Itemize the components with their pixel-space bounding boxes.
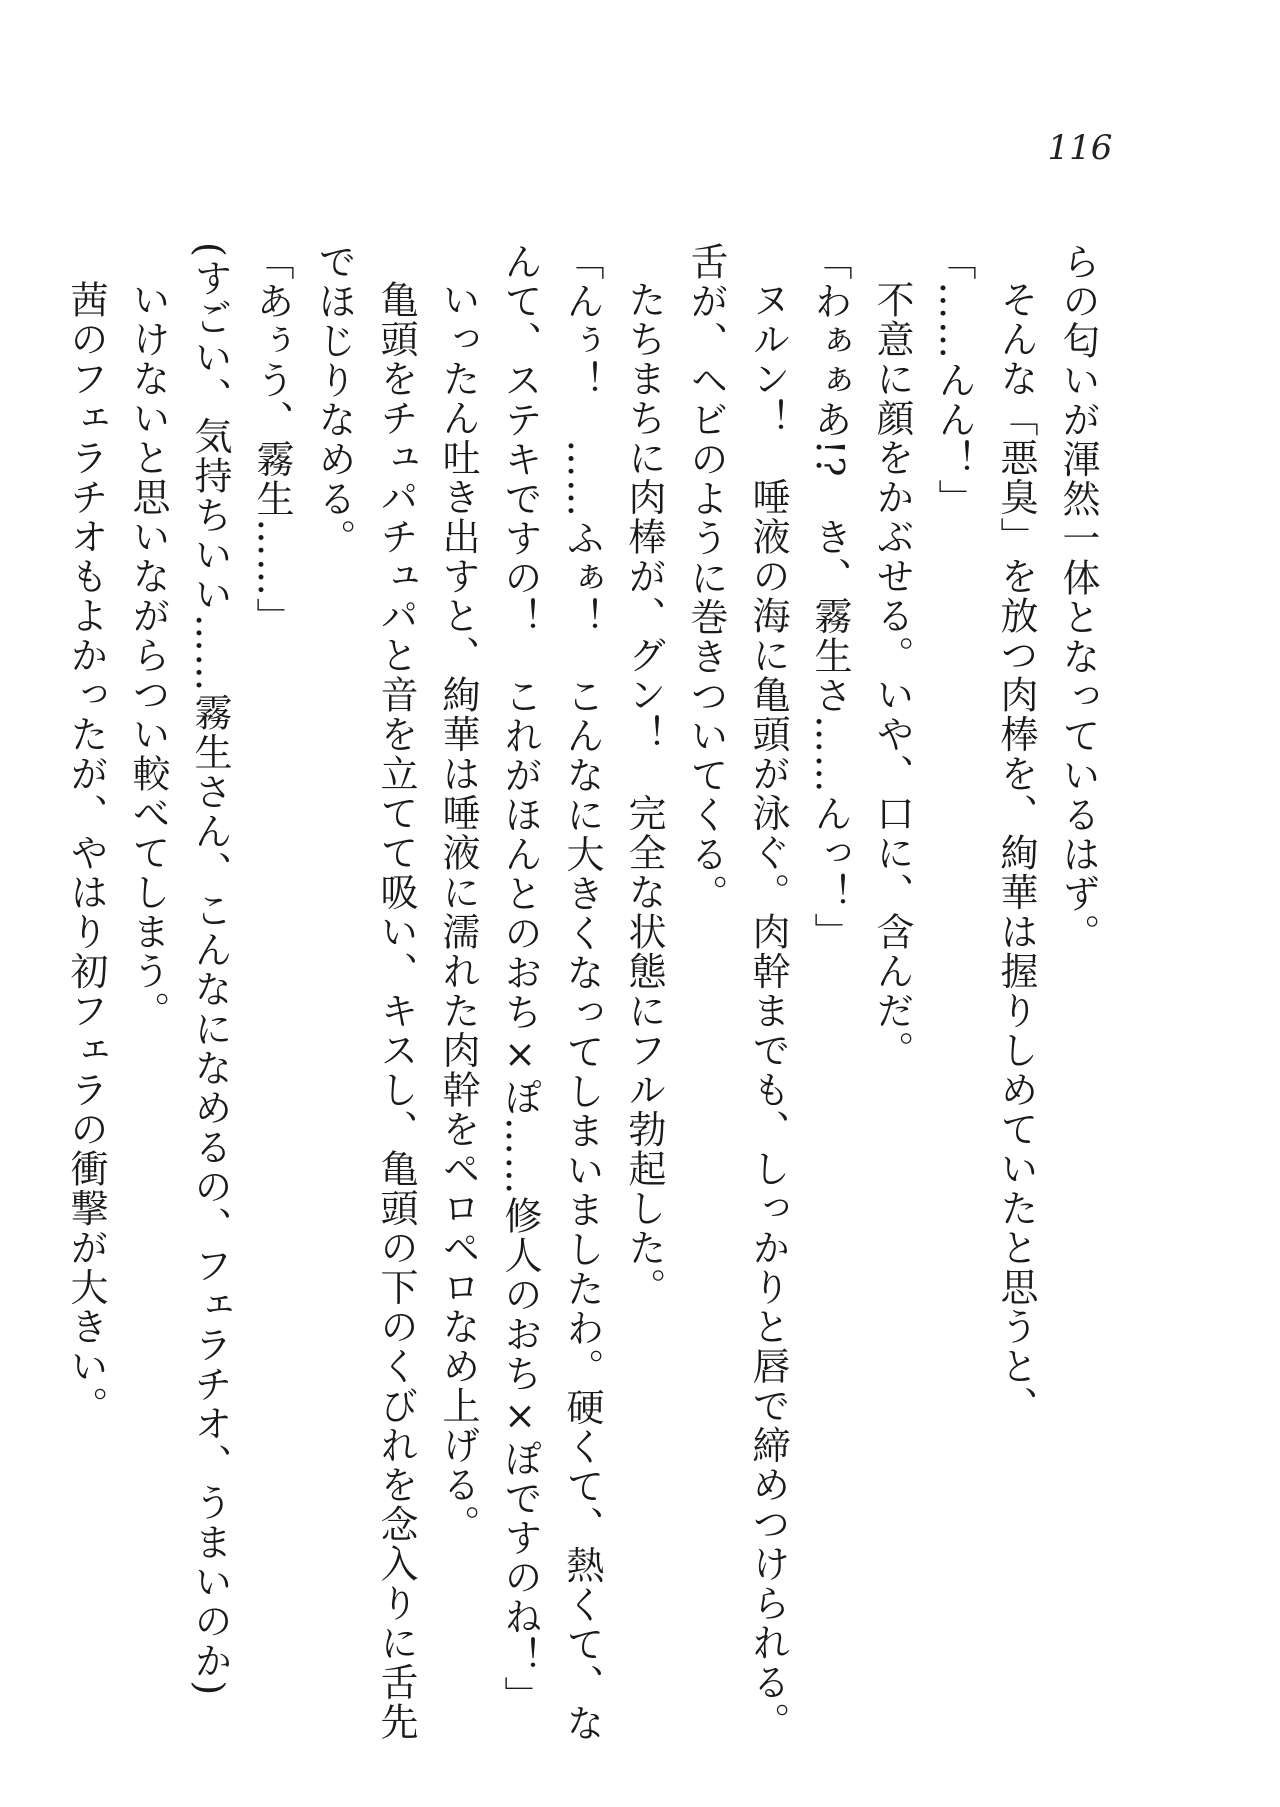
text-line: 「んぅ！ ……ふぁ！ こんなに大きくなってしまいましたわ。硬くて、熱くて、な — [560, 242, 604, 1743]
text-line: 「……んん！」 — [932, 242, 976, 519]
text-line: そんな「悪臭」を放つ肉棒を、絢華は握りしめていたと思うと、 — [994, 280, 1038, 1426]
text-line: ヌルン！ 唾液の海に亀頭が泳ぐ。肉幹までも、しっかりと唇で締めつけられる。 — [746, 280, 790, 1742]
text-line: 「あぅう、霧生……」 — [250, 242, 294, 637]
text-line: 「わぁぁあ!? き、霧生さ……んっ！」 — [808, 242, 852, 953]
text-line: 不意に顔をかぶせる。いや、口に、含んだ。 — [870, 280, 914, 1070]
text-line: でほじりなめる。 — [312, 242, 356, 558]
text-line: (すごい、気持ちいい……霧生さん、こんなになめるの、フェラチオ、うまいのか) — [188, 242, 232, 1697]
text-line: 舌が、ヘビのように巻きついてくる。 — [684, 242, 728, 914]
text-line: 茜のフェラチオもよかったが、やはり初フェラの衝撃が大きい。 — [64, 280, 108, 1426]
text-line: いったん吐き出すと、絢華は唾液に濡れた肉幹をペロペロなめ上げる。 — [436, 280, 480, 1544]
text-line: たちまちに肉棒が、グン！ 完全な状態にフル勃起した。 — [622, 280, 666, 1307]
page-number: 116 — [1047, 128, 1113, 168]
text-line: いけないと思いながらつい較べてしまう。 — [126, 280, 170, 1031]
text-line: んて、ステキですの！ これがほんとのおち×ぽ……修人のおち×ぽですのね！」 — [498, 242, 542, 1716]
text-line: 亀頭をチュパチュパと音を立てて吸い、キスし、亀頭の下のくびれを念入りに舌先 — [374, 280, 418, 1742]
vertical-text-block — [55, 242, 1109, 1743]
text-line: らの匂いが渾然一体となっているはず。 — [1056, 242, 1100, 953]
